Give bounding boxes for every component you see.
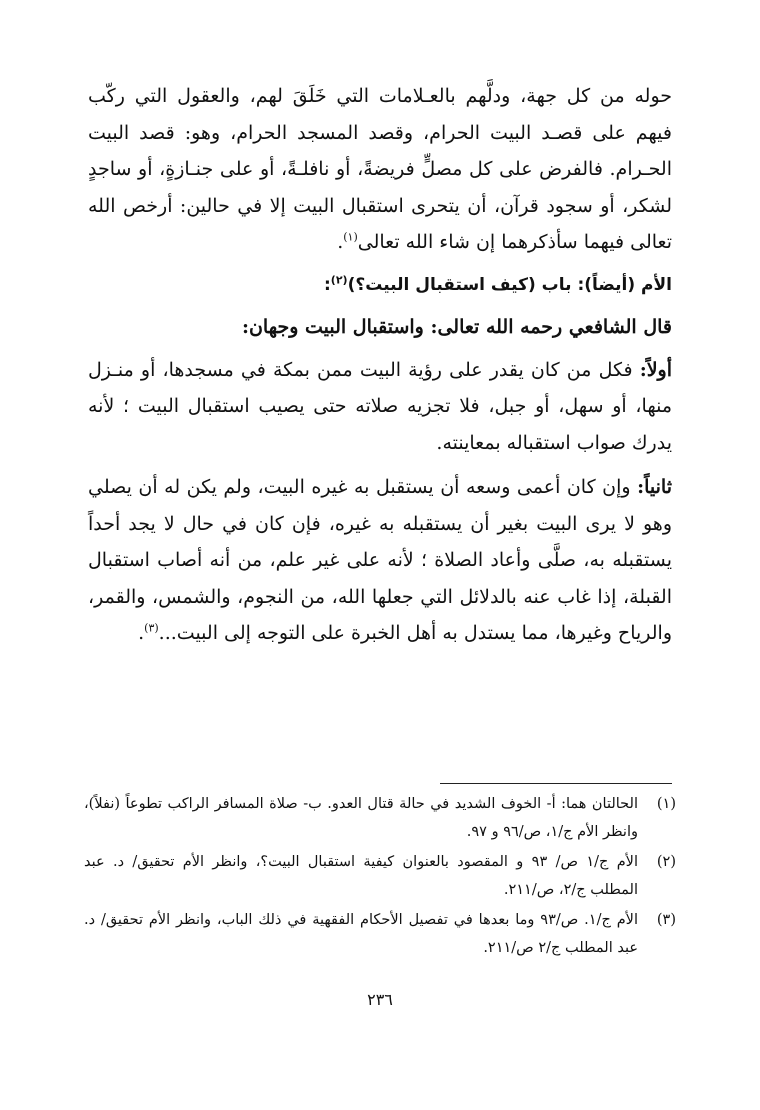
footnote bbox=[84, 848, 676, 904]
footnote-number: (١) bbox=[656, 796, 676, 812]
footnote-text: الأم ج/١ ص/ ٩٣ و المقصود بالعنوان كيفية استقبال البيت؟، وانظر الأم تحقيق/ د. عبد المطلب ج/٢، ص/٢١١. bbox=[84, 854, 638, 898]
footnote-ref-1: (١) bbox=[343, 230, 358, 244]
footnote-separator bbox=[440, 783, 672, 784]
footnote-ref-3: (٣) bbox=[144, 621, 159, 635]
quote-intro: قال الشافعي رحمه الله تعالى: واستقبال البيت وجهان: bbox=[241, 316, 672, 338]
page-number: ٢٣٦ bbox=[367, 990, 393, 1009]
second-point: ثانياً: وإن كان أعمى وسعه أن يستقبل به غيره البيت، ولم يكن له أن يصلي وهو لا يرى البيت بغير أن يستقبله به غيره، فإن كان في حال لا يجد أحداً يستقبله به، صلَّى وأعاد الصلاة ؛ لأنه على غير علم، من أنه أصاب استقبال القبلة، إذا غاب عنه بالدلائل التي جعلها الله، من النجوم، والشمس، والقمر، والرياح وغيرها، مما يستدل به أهل الخبرة على التوجه إلى البيت...$^{(٣)}$. bbox=[88, 476, 672, 644]
footnotes bbox=[84, 790, 676, 964]
footnote-number: (٢) bbox=[656, 854, 676, 870]
footnote-text: الأم ج/١. ص/٩٣ وما بعدها في تفصيل الأحكام الفقهية في ذلك الباب، وانظر الأم تحقيق/ د. عبد المطلب ج/٢ ص/٢١١. bbox=[84, 912, 638, 956]
footnote bbox=[84, 790, 676, 846]
section-heading: الأم (أيضاً): باب (كيف استقبال البيت؟)$^{(٢)}$: bbox=[323, 272, 672, 295]
footnote bbox=[84, 906, 676, 962]
footnote-number: (٣) bbox=[656, 912, 676, 928]
first-point bbox=[88, 352, 672, 462]
second-point-text: وإن كان أعمى وسعه أن يستقبل به غيره البيت، ولم يكن له أن يصلي وهو لا يرى البيت بغير أن يستقبله به غيره، فإن كان في حال لا يجد أحداً يستقبله به، صلَّى وأعاد الصلاة ؛ لأنه على غير علم، من أنه أصاب استقبال القبلة، إذا غاب عنه بالدلائل التي جعلها الله، من النجوم، والشمس، والقمر، والرياح وغيرها، مما يستدل به أهل الخبرة على التوجه إلى البيت... bbox=[88, 476, 672, 644]
second-point-label: ثانياً: bbox=[637, 476, 672, 498]
main-text bbox=[88, 78, 672, 660]
intro-paragraph: حوله من كل جهة، ودلَّهم بالعـلامات التي خَلَقَ لهم، والعقول التي ركّب فيهم على قصـد البيت الحرام، وقصد المسجد الحرام، وهو: قصد البيت الحـرام. فالفرض على كل مصلٍّ فريضةً، أو نافلـةً، أو على جنـازةٍ، أو ساجدٍ لشكر، أو سجود قرآن، أن يتحرى استقبال البيت إلا في حالين: أرخص الله تعالى فيهما سأذكرهما إن شاء الله تعالى$^{(١)}$. bbox=[88, 85, 672, 253]
first-point-text: فكل من كان يقدر على رؤية البيت ممن بمكة في مسجدها، أو منـزل منها، أو سهل، أو جبل، فلا تجزيه صلاته حتى يصيب استقبال البيت ؛ لأنه يدرك صواب استقباله بمعاينته. bbox=[88, 358, 672, 454]
first-point-label: أولاً: bbox=[639, 358, 672, 381]
footnote-text: الحالتان هما: أ- الخوف الشديد في حالة قتال العدو. ب- صلاة المسافر الراكب تطوعاً (نفلاً)، وانظر الأم ج/١، ص/٩٦ و ٩٧. bbox=[84, 796, 638, 840]
footnote-ref-2: (٢) bbox=[330, 272, 348, 286]
